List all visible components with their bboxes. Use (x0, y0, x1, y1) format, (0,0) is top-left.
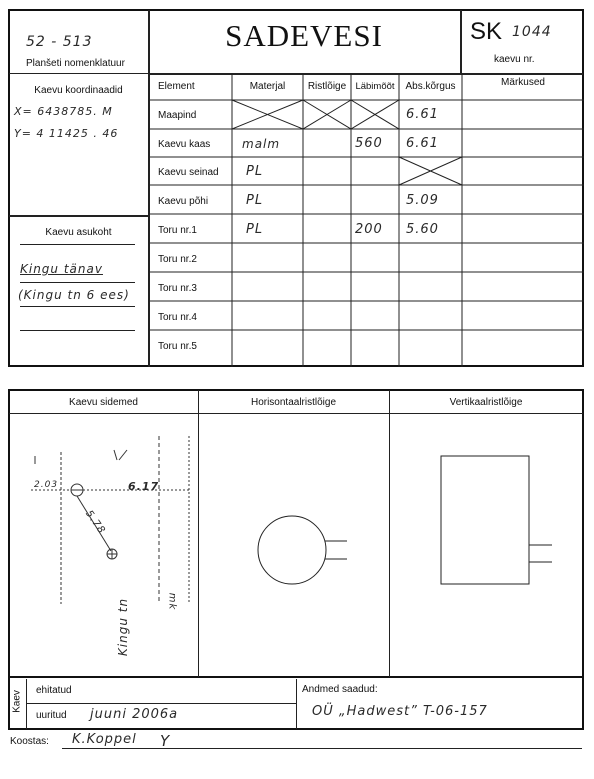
cell-labimoot: 200 (355, 222, 383, 237)
x-coordinate: X= 6438785. M (14, 105, 113, 118)
nomenclature-value: 52 - 513 (26, 34, 93, 50)
dim-left-label: 2.03 (34, 480, 59, 490)
col-header-ristloige: Ristlõige (307, 81, 347, 92)
row-label: Toru nr.1 (158, 225, 197, 236)
table-grid (148, 73, 584, 367)
author-label: Koostas: (10, 736, 49, 747)
col-header-abs: Abs.kõrgus (405, 81, 456, 92)
kaevu-nr-label: kaevu nr. (494, 54, 535, 65)
row-label: Kaevu seinad (158, 167, 219, 178)
vertical-section-drawing (390, 414, 584, 674)
col-header-labimoot: Läbimõõt (355, 81, 395, 92)
cell-abs: 5.09 (406, 193, 439, 208)
location-line-1: Kingu tänav (20, 262, 103, 276)
sk-number: 1044 (512, 24, 552, 40)
author-value: K.Koppel (72, 732, 137, 747)
cell-materjal: PL (246, 222, 264, 237)
coordinates-label: Kaevu koordinaadid (34, 85, 123, 96)
kaev-side-label: Kaev (11, 690, 23, 713)
page-title: SADEVESI (225, 18, 383, 53)
cell-abs: 6.61 (406, 107, 439, 122)
row-label: Toru nr.5 (158, 341, 197, 352)
dim-right-label: 6.17 (128, 480, 160, 493)
section-label-sidemed: Kaevu sidemed (69, 397, 138, 408)
section-label-horizontal: Horisontaalristlõige (250, 397, 337, 408)
cell-abs: 5.60 (406, 222, 439, 237)
nomenclature-label: Planšeti nomenklatuur (26, 58, 125, 69)
cell-materjal: PL (246, 193, 264, 208)
section-label-vertical: Vertikaalristlõige (449, 397, 523, 408)
surveyed-label: uuritud (36, 710, 67, 721)
row-label: Toru nr.3 (158, 283, 197, 294)
built-label: ehitatud (36, 685, 72, 696)
house-label: mk (166, 592, 178, 611)
data-from-label: Andmed saadud: (302, 684, 378, 695)
row-label: Maapind (158, 110, 197, 121)
y-coordinate: Y= 4 11425 . 46 (14, 127, 119, 140)
sk-label: SK (470, 18, 503, 45)
row-label: Toru nr.4 (158, 312, 197, 323)
location-label: Kaevu asukoht (45, 227, 112, 238)
row-label: Toru nr.2 (158, 254, 197, 265)
cell-abs: 6.61 (406, 136, 439, 151)
cell-labimoot: 560 (355, 136, 383, 151)
row-label: Kaevu kaas (158, 139, 211, 150)
signature: Y (160, 732, 171, 750)
surveyed-value: juuni 2006a (90, 707, 179, 722)
location-line-2: (Kingu tn 6 ees) (18, 288, 130, 302)
street-label: Kingu tn (116, 597, 131, 657)
cell-materjal: malm (242, 137, 281, 151)
data-from-value: OÜ „Hadwest” T-06-157 (312, 704, 488, 719)
col-header-markused: Märkused (501, 77, 545, 88)
horizontal-section-drawing (199, 414, 389, 674)
cell-materjal: PL (246, 164, 264, 179)
pipe-length-label: 5.78 (83, 508, 108, 537)
connections-sketch (9, 414, 199, 674)
elements-table (148, 73, 584, 367)
row-label: Kaevu põhi (158, 196, 209, 207)
col-header-element: Element (158, 81, 195, 92)
col-header-materjal: Materjal (249, 81, 286, 92)
